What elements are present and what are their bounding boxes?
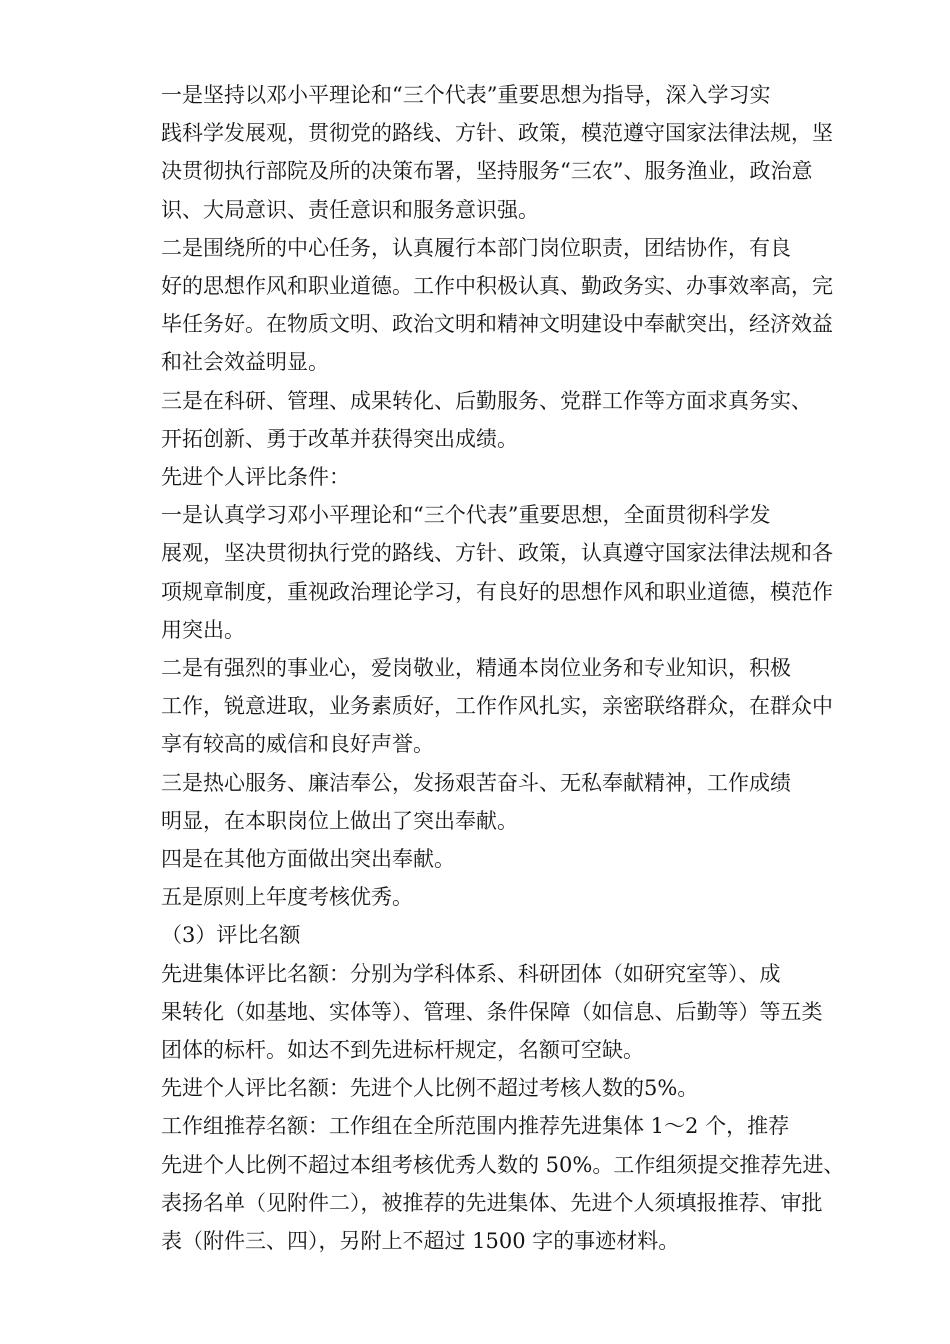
text-line: 三是热心服务、廉洁奉公，发扬艰苦奋斗、无私奉献精神，工作成绩 [161, 770, 791, 795]
text-line: 一是认真学习邓小平理论和“三个代表”重要思想，全面贯彻科学发 [161, 503, 771, 528]
paragraph-collective-criterion-1 [118, 76, 853, 229]
text-line: 践科学发展观，贯彻党的路线、方针、政策，模范遵守国家法律法规，坚 [161, 121, 833, 146]
text-line: 工作，锐意进取，业务素质好，工作作风扎实，亲密联络群众，在群众中 [161, 694, 833, 719]
text-line: 二是有强烈的事业心，爱岗敬业，精通本岗位业务和专业知识，积极 [161, 656, 791, 681]
paragraph-collective-criterion-2 [118, 229, 853, 382]
text-line: 先进个人比例不超过本组考核优秀人数的 50%。工作组须提交推荐先进、 [161, 1152, 845, 1177]
text-line: 先进个人评比名额：先进个人比例不超过考核人数的5%。 [161, 1076, 699, 1101]
text-line: 表扬名单（见附件二），被推荐的先进集体、先进个人须填报推荐、审批 [161, 1190, 823, 1215]
text-line: 表（附件三、四），另附上不超过 1500 字的事迹材料。 [161, 1229, 680, 1254]
text-line: （3）评比名额 [161, 923, 301, 948]
text-line: 展观，坚决贯彻执行党的路线、方针、政策，认真遵守国家法律法规和各 [161, 541, 833, 566]
text-line: 四是在其他方面做出突出奉献。 [161, 847, 455, 872]
text-line: 二是围绕所的中心任务，认真履行本部门岗位职责，团结协作，有良 [161, 235, 791, 260]
text-line: 毕任务好。在物质文明、政治文明和精神文明建设中奉献突出，经济效益 [161, 312, 833, 337]
paragraph-individual-quota [118, 1069, 853, 1107]
paragraph-collective-quota [118, 955, 853, 1070]
text-line: 识、大局意识、责任意识和服务意识强。 [161, 197, 539, 222]
text-line: 开拓创新、勇于改革并获得突出成绩。 [161, 426, 518, 451]
text-line: 和社会效益明显。 [161, 350, 329, 375]
text-line: 好的思想作风和职业道德。工作中积极认真、勤政务实、办事效率高，完 [161, 274, 833, 299]
text-line: 用突出。 [161, 617, 245, 642]
paragraph-individual-criterion-5 [118, 878, 853, 916]
paragraph-individual-criterion-1 [118, 496, 853, 649]
paragraph-individual-criterion-3 [118, 764, 853, 840]
text-line: 工作组推荐名额：工作组在全所范围内推荐先进集体 1～2 个，推荐 [161, 1114, 790, 1139]
text-line: 五是原则上年度考核优秀。 [161, 885, 413, 910]
text-line: 一是坚持以邓小平理论和“三个代表”重要思想为指导，深入学习实 [161, 83, 771, 107]
paragraph-individual-criterion-4 [118, 840, 853, 878]
paragraph-collective-criterion-3 [118, 382, 853, 458]
paragraph-individual-criterion-2 [118, 649, 853, 764]
paragraph-workgroup-quota [118, 1107, 853, 1260]
text-line: 三是在科研、管理、成果转化、后勤服务、党群工作等方面求真务实、 [161, 388, 812, 413]
text-line: 先进集体评比名额：分别为学科体系、科研团体（如研究室等）、成 [161, 961, 781, 986]
text-line: 享有较高的威信和良好声誉。 [161, 732, 434, 757]
text-line: 先进个人评比条件： [161, 465, 350, 490]
text-line: 果转化（如基地、实体等）、管理、条件保障（如信息、后勤等）等五类 [161, 999, 823, 1024]
text-line: 项规章制度，重视政治理论学习，有良好的思想作风和职业道德，模范作 [161, 579, 833, 604]
text-line: 明显，在本职岗位上做出了突出奉献。 [161, 808, 518, 833]
text-line: 决贯彻执行部院及所的决策布署，坚持服务“三农”、服务渔业，政治意 [161, 159, 813, 184]
text-line: 团体的标杆。如达不到先进标杆规定，名额可空缺。 [161, 1038, 644, 1063]
document-page [118, 76, 853, 1260]
paragraph-individual-criteria-heading [118, 458, 853, 496]
section-heading-quota [118, 916, 853, 954]
